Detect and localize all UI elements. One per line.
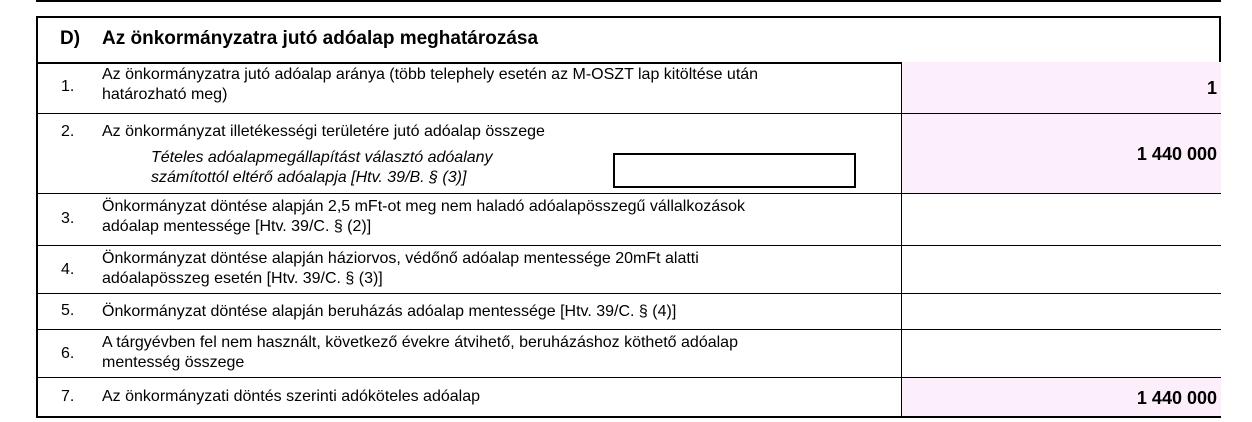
row-label: Az önkormányzati döntés szerinti adóköteles adóalap — [102, 388, 480, 405]
table-row — [38, 114, 1221, 194]
row-value-field[interactable] — [901, 114, 1221, 193]
row-label: Önkormányzat döntése alapján 2,5 mFt-ot meg nem haladó adóalapösszegű vállalkozások adóalap mentessége [Htv. 39/C. § (2)] — [102, 198, 746, 235]
table-row — [38, 62, 1221, 114]
table-row — [38, 378, 1221, 416]
form-table — [36, 62, 1221, 418]
row-number: 1. — [61, 78, 75, 95]
table-row — [38, 246, 1221, 294]
row-label: Az önkormányzat illetékességi területére jutó adóalap összege — [102, 123, 545, 140]
row-value-field[interactable] — [901, 246, 1221, 293]
section-header — [36, 16, 1221, 64]
row-number: 7. — [61, 388, 75, 405]
row-value-field[interactable] — [901, 378, 1221, 416]
row-label: Önkormányzat döntése alapján beruházás adóalap mentessége [Htv. 39/C. § (4)] — [102, 303, 677, 320]
table-row — [38, 294, 1221, 330]
row-number: 5. — [61, 302, 75, 319]
row-number: 6. — [61, 345, 75, 362]
row-number: 2. — [61, 123, 75, 140]
row-value-field[interactable] — [901, 194, 1221, 245]
row-label: A tárgyévben fel nem használt, következő évekre átvihető, beruházáshoz köthető adóalap mentesség összege — [102, 334, 738, 371]
row-number: 4. — [61, 261, 75, 278]
table-row — [38, 194, 1221, 246]
row-value-field[interactable] — [901, 62, 1221, 113]
top-rule — [36, 0, 1221, 2]
row-value: 1 440 000 — [1136, 144, 1217, 164]
row-number: 3. — [61, 210, 75, 227]
separate-tax-base-input[interactable] — [613, 153, 856, 188]
table-row — [38, 330, 1221, 378]
row-sublabel: Tételes adóalapmegállapítást választó adóalany számítottól eltérő adóalapja [Htv. 39/B. § (3)] — [151, 149, 493, 186]
row-value-field[interactable] — [901, 330, 1221, 377]
row-value-field[interactable] — [901, 294, 1221, 329]
section-letter: D) — [60, 28, 81, 49]
section-title: Az önkormányzatra jutó adóalap meghatározása — [102, 28, 539, 49]
row-value: 1 440 000 — [1136, 388, 1217, 408]
row-label: Az önkormányzatra jutó adóalap aránya (több telephely esetén az M-OSZT lap kitöltése után határozható meg) — [102, 66, 759, 103]
row-value: 1 — [1206, 78, 1217, 98]
row-label: Önkormányzat döntése alapján háziorvos, védőnő adóalap mentessége 20mFt alatti adóalapösszeg esetén [Htv. 39/C. § (3)] — [102, 250, 699, 287]
